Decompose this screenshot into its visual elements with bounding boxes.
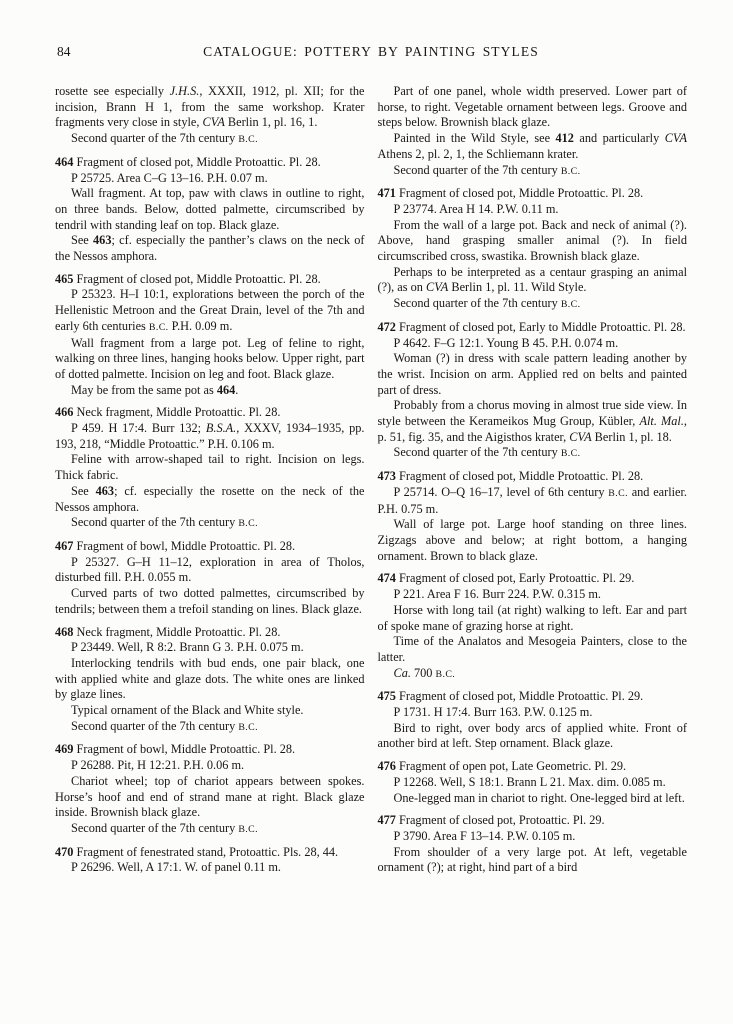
small-caps-era: B.C.	[560, 299, 581, 311]
entry-heading: 471 Fragment of closed pot, Middle Protoattic. Pl. 28.	[377, 186, 644, 201]
small-caps-era: B.C.	[238, 823, 258, 835]
catalog-paragraph: Second quarter of the 7th century B.C.	[393, 162, 581, 177]
entry-number-ref: 475	[377, 689, 396, 704]
catalog-paragraph: Second quarter of the 7th century B.C.	[71, 820, 258, 835]
catalog-paragraph: Second quarter of the 7th century B.C.	[71, 718, 258, 733]
entry-heading: 464 Fragment of closed pot, Middle Protoattic. Pl. 28.	[55, 154, 321, 169]
running-head	[55, 44, 687, 62]
text-columns	[55, 84, 687, 876]
catalog-paragraph: Time of the Analatos and Mesogeia Painters, close to the latter.	[377, 634, 687, 664]
catalog-paragraph: One-legged man in chariot to right. One-legged bird at left.	[393, 790, 685, 805]
catalog-paragraph: See 463; cf. especially the panther’s claws on the neck of the Nessos amphora.	[55, 233, 365, 264]
page-title: CATALOGUE: POTTERY BY PAINTING STYLES	[203, 44, 539, 59]
catalog-paragraph: Typical ornament of the Black and White style.	[71, 703, 304, 718]
catalog-paragraph: Horse with long tail (at right) walking to left. Ear and part of spoke mane of grazing horse at right.	[377, 602, 687, 633]
small-caps-era: B.C.	[560, 448, 581, 460]
catalog-paragraph: P 3790. Area F 13–14. P.W. 0.105 m.	[393, 828, 576, 843]
entry-heading: 466 Neck fragment, Middle Protoattic. Pl. 28.	[55, 405, 281, 420]
catalog-paragraph: Bird to right, over body arcs of applied white. Front of another bird at left. Step ornament. Black glaze.	[377, 720, 687, 751]
catalog-paragraph: May be from the same pot as 464.	[71, 382, 239, 397]
catalog-paragraph: Ca. 700 B.C.	[393, 665, 456, 680]
right-column	[378, 84, 688, 876]
entry-number-ref: 477	[377, 813, 396, 828]
catalog-paragraph: Curved parts of two dotted palmettes, circumscribed by tendrils; between them a trefoil standing on lines. Black glaze.	[55, 586, 365, 616]
catalog-paragraph: Wall fragment from a large pot. Leg of feline to right, walking on three lines, hanging hooks below. Upper right, part of dotted palmette. Incision on leg and foot. Black glaze.	[55, 335, 365, 381]
entry-heading: 465 Fragment of closed pot, Middle Protoattic. Pl. 28.	[55, 271, 321, 286]
entry-number-ref: 472	[377, 319, 396, 334]
catalog-paragraph: Second quarter of the 7th century B.C.	[393, 296, 581, 311]
catalog-paragraph: P 25323. H–I 10:1, explorations between the porch of the Hellenistic Metroon and the Great Drain, level of the 7th and early 6th centuries B.C. P.H. 0.09 m.	[55, 287, 365, 333]
catalog-paragraph: Interlocking tendrils with bud ends, one pair black, one with applied white and glaze dots. The white ones are linked by glaze lines.	[55, 655, 365, 702]
entry-number-ref: 464	[55, 154, 74, 169]
entry-heading: 477 Fragment of closed pot, Protoattic. Pl. 29.	[377, 813, 605, 828]
catalog-paragraph: Second quarter of the 7th century B.C.	[71, 515, 258, 530]
page-number: 84	[57, 44, 71, 59]
entry-number-ref: 465	[55, 271, 74, 286]
catalog-paragraph: P 26296. Well, A 17:1. W. of panel 0.11 m.	[71, 860, 281, 875]
entry-heading: 475 Fragment of closed pot, Middle Protoattic. Pl. 29.	[377, 689, 644, 704]
entry-number-ref: 463	[95, 483, 115, 498]
catalog-paragraph: P 25327. G–H 11–12, exploration in area of Tholos, disturbed fill. P.H. 0.055 m.	[55, 554, 365, 585]
small-caps-era: B.C.	[435, 668, 456, 680]
entry-number-ref: 463	[93, 233, 112, 248]
italic-citation: CVA	[569, 429, 592, 444]
catalog-paragraph: Probably from a chorus moving in almost true side view. In style between the Kerameikos Mug Group, Kübler, Alt. Mal., p. 51, fig. 35, and the Aigisthos krater, CVA Berlin 1, pl. 18.	[377, 398, 687, 444]
entry-number-ref: 476	[377, 759, 396, 774]
catalog-paragraph: See 463; cf. especially the rosette on the neck of the Nessos amphora.	[55, 483, 365, 514]
left-column	[55, 84, 365, 876]
catalog-paragraph: Second quarter of the 7th century B.C.	[393, 445, 581, 460]
entry-heading: 469 Fragment of bowl, Middle Protoattic. Pl. 28.	[55, 742, 296, 757]
small-caps-era: B.C.	[560, 165, 581, 177]
catalog-paragraph: P 25725. Area C–G 13–16. P.H. 0.07 m.	[71, 170, 268, 185]
catalog-paragraph: P 459. H 17:4. Burr 132; B.S.A., XXXV, 1934–1935, pp. 193, 218, “Middle Protoattic.” P.H. 0.106 m.	[55, 421, 365, 451]
catalog-paragraph: P 26288. Pit, H 12:21. P.H. 0.06 m.	[71, 758, 245, 773]
entry-heading: 476 Fragment of open pot, Late Geometric. Pl. 29.	[377, 759, 627, 774]
italic-citation: J.H.S.	[169, 84, 200, 98]
catalog-paragraph: Painted in the Wild Style, see 412 and particularly CVA Athens 2, pl. 2, 1, the Schliemann krater.	[377, 131, 687, 161]
catalog-paragraph: Chariot wheel; top of chariot appears between spokes. Horse’s hoof and end of strand mane at right. Black glaze inside. Brownish black glaze.	[55, 773, 365, 820]
catalog-paragraph: P 4642. F–G 12:1. Young B 45. P.H. 0.074 m.	[393, 335, 619, 350]
catalog-paragraph: Perhaps to be interpreted as a centaur grasping an animal (?), as on CVA Berlin 1, pl. 11. Wild Style.	[377, 264, 687, 295]
entry-heading: 474 Fragment of closed pot, Early Protoattic. Pl. 29.	[377, 571, 635, 586]
small-caps-era: B.C.	[238, 134, 258, 146]
catalog-paragraph: P 221. Area F 16. Burr 224. P.W. 0.315 m.	[393, 587, 601, 602]
entry-heading: 468 Neck fragment, Middle Protoattic. Pl. 28.	[55, 624, 281, 639]
entry-number-ref: 471	[377, 186, 396, 201]
entry-number-ref: 467	[55, 538, 74, 553]
italic-citation: CVA	[426, 280, 449, 295]
catalog-paragraph: P 1731. H 17:4. Burr 163. P.W. 0.125 m.	[393, 705, 593, 720]
catalog-paragraph: Wall of large pot. Large hoof standing on three lines. Zigzags above and below; at right bottom, a hanging ornament. Brown to black glaze.	[377, 517, 687, 563]
entry-heading: 470 Fragment of fenestrated stand, Protoattic. Pls. 28, 44.	[55, 844, 339, 859]
catalog-paragraph: Wall fragment. At top, paw with claws in outline to right, on three bands. Below, dotted palmette, circumscribed by tendril with standing leaf on top. Black glaze.	[55, 186, 365, 232]
catalog-paragraph: P 23774. Area H 14. P.W. 0.11 m.	[393, 201, 559, 216]
catalog-paragraph: Second quarter of the 7th century B.C.	[71, 131, 258, 146]
italic-citation: Alt. Mal.	[639, 414, 684, 429]
catalog-paragraph: Woman (?) in dress with scale pattern leading another by the wrist. Incision on arm. Applied red on belts and painted part of dress.	[377, 351, 687, 397]
italic-citation: B.S.A.	[205, 421, 237, 436]
entry-number-ref: 468	[55, 624, 74, 639]
entry-number-ref: 469	[55, 742, 74, 757]
small-caps-era: B.C.	[238, 518, 258, 530]
catalog-paragraph: Feline with arrow-shaped tail to right. Incision on legs. Thick fabric.	[55, 452, 365, 483]
italic-citation: CVA	[664, 131, 687, 146]
entry-number-ref: 473	[377, 469, 396, 484]
entry-heading: 467 Fragment of bowl, Middle Protoattic. Pl. 28.	[55, 538, 296, 553]
catalog-paragraph: P 23449. Well, R 8:2. Brann G 3. P.H. 0.075 m.	[71, 640, 304, 655]
entry-number-ref: 412	[555, 131, 574, 146]
catalog-paragraph: Part of one panel, whole width preserved. Lower part of horse, to right. Vegetable ornament between legs. Groove and steps below. Brownish black glaze.	[377, 84, 687, 130]
catalog-paragraph: From shoulder of a very large pot. At left, vegetable ornament (?); at right, hind part of a bird	[377, 844, 687, 875]
entry-number-ref: 466	[55, 405, 74, 420]
entry-number-ref: 470	[55, 844, 74, 859]
entry-heading: 472 Fragment of closed pot, Early to Middle Protoattic. Pl. 28.	[377, 319, 686, 334]
small-caps-era: B.C.	[608, 487, 628, 499]
italic-citation: CVA	[202, 115, 225, 130]
small-caps-era: B.C.	[238, 721, 258, 733]
italic-citation: Ca.	[393, 665, 411, 680]
catalog-paragraph: rosette see especially J.H.S., XXXII, 1912, pl. XII; for the incision, Brann H 1, from the same workshop. Krater fragments very close in style, CVA Berlin 1, pl. 16, 1.	[55, 84, 365, 130]
catalog-paragraph: From the wall of a large pot. Back and neck of animal (?). Above, hand grasping smaller animal (?). In field circumscribed cross, swastika. Brownish black glaze.	[377, 217, 687, 264]
entry-number-ref: 474	[377, 571, 396, 586]
entry-number-ref: 464	[216, 382, 236, 397]
catalog-paragraph: P 12268. Well, S 18:1. Brann L 21. Max. dim. 0.085 m.	[393, 774, 666, 789]
entry-heading: 473 Fragment of closed pot, Middle Protoattic. Pl. 28.	[377, 469, 644, 484]
small-caps-era: B.C.	[148, 321, 169, 333]
catalog-paragraph: P 25714. O–Q 16–17, level of 6th century B.C. and earlier. P.H. 0.75 m.	[377, 484, 688, 516]
